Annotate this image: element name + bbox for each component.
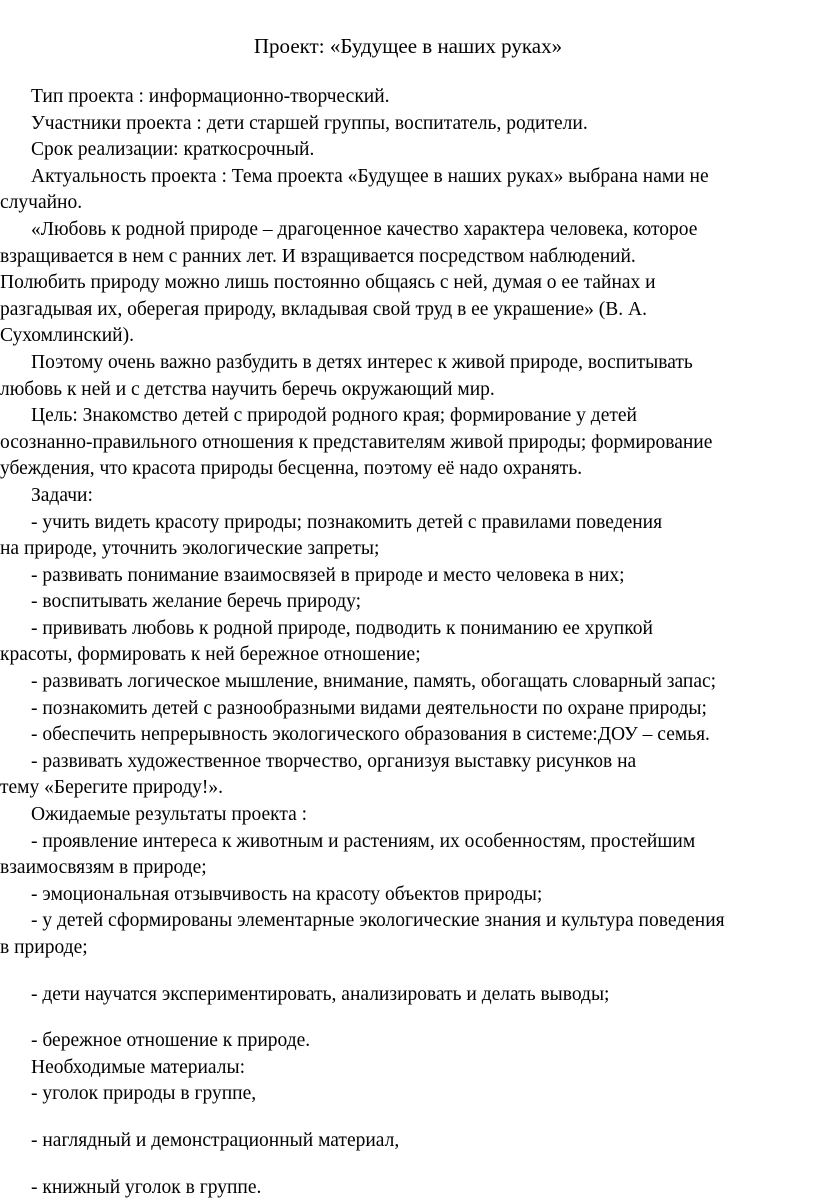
task-item: - развивать понимание взаимосвязей в природе и место человека в них;: [31, 564, 625, 586]
quote-line-cont: Полюбить природу можно лишь постоянно общаясь с ней, думая о ее тайнах и: [0, 272, 656, 294]
material-item: - книжный уголок в группе.: [31, 1176, 262, 1198]
quote-line-cont: Сухомлинский).: [0, 325, 134, 347]
quote-line: «Любовь к родной природе – драгоценное качество характера человека, которое: [31, 218, 698, 240]
result-item: - бережное отношение к природе.: [31, 1030, 311, 1052]
spacer: [0, 1108, 816, 1128]
task-item: - прививать любовь к родной природе, подводить к пониманию ее хрупкой: [31, 617, 653, 639]
material-item: - уголок природы в группе,: [31, 1083, 257, 1105]
task-item: - обеспечить непрерывность экологического образования в системе:ДОУ – семья.: [31, 724, 710, 746]
results-heading: Ожидаемые результаты проекта :: [31, 804, 308, 826]
task-item: - учить видеть красоту природы; познакомить детей с правилами поведения: [31, 511, 663, 533]
participants-line: Участники проекта : дети старшей группы, воспитатель, родители.: [31, 112, 588, 134]
document-body: [0, 84, 816, 1201]
result-item: - дети научатся экспериментировать, анализировать и делать выводы;: [31, 983, 610, 1005]
relevance-line: Актуальность проекта : Тема проекта «Будущее в наших руках» выбрана нами не: [31, 165, 709, 187]
task-item-cont: на природе, уточнить экологические запреты;: [0, 538, 380, 560]
result-item: - проявление интереса к животным и растениям, их особенностям, простейшим: [31, 830, 696, 852]
spacer: [0, 1008, 816, 1028]
task-item: - познакомить детей с разнообразными видами деятельности по охране природы;: [31, 697, 707, 719]
goal-line: Цель: Знакомство детей с природой родного края; формирование у детей: [31, 405, 637, 427]
page-title: Проект: «Будущее в наших руках»: [253, 34, 563, 58]
task-item-cont: красоты, формировать к ней бережное отношение;: [0, 644, 421, 666]
spacer: [0, 1155, 816, 1175]
result-item-cont: взаимосвязям в природе;: [0, 857, 207, 879]
task-item: - развивать логическое мышление, внимание, память, обогащать словарный запас;: [31, 671, 717, 693]
tasks-heading: Задачи:: [31, 484, 93, 506]
result-item: - у детей сформированы элементарные экологические знания и культура поведения: [31, 910, 725, 932]
project-type-line: Тип проекта : информационно-творческий.: [31, 86, 390, 107]
quote-line-cont: разгадывая их, оберегая природу, вкладывая свой труд в ее украшение» (В. А.: [0, 298, 647, 320]
duration-line: Срок реализации: краткосрочный.: [31, 139, 315, 161]
goal-line-cont: осознанно-правильного отношения к представителям живой природы; формирование: [0, 431, 713, 453]
importance-line-cont: любовь к ней и с детства научить беречь окружающий мир.: [0, 378, 495, 400]
relevance-line-cont: случайно.: [0, 192, 83, 214]
task-item-cont: тему «Берегите природу!».: [0, 777, 223, 799]
materials-heading: Необходимые материалы:: [31, 1056, 245, 1078]
task-item: - развивать художественное творчество, организуя выставку рисунков на: [31, 750, 637, 772]
result-item: - эмоциональная отзывчивость на красоту объектов природы;: [31, 883, 543, 905]
spacer: [0, 962, 816, 982]
importance-line: Поэтому очень важно разбудить в детях интерес к живой природе, воспитывать: [31, 351, 693, 373]
result-item-cont: в природе;: [0, 937, 88, 958]
material-item: - наглядный и демонстрационный материал,: [31, 1129, 400, 1151]
task-item: - воспитывать желание беречь природу;: [31, 591, 362, 613]
goal-line-cont: убеждения, что красота природы бесценна, поэтому её надо охранять.: [0, 458, 583, 480]
quote-line-cont: взращивается в нем с ранних лет. И взращивается посредством наблюдений.: [0, 245, 636, 267]
